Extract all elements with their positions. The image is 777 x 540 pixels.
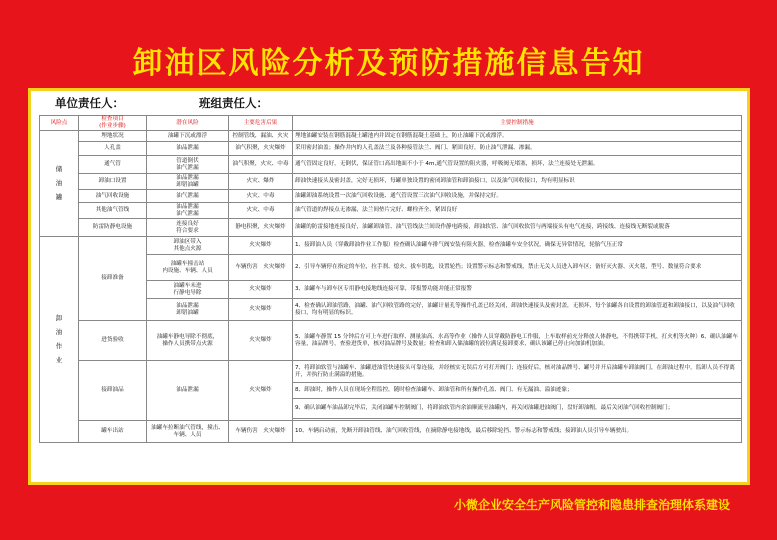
cell-consequence: 油气积聚，火灾、中毒 (229, 156, 293, 174)
cell-consequence: 静电积聚，火灾爆炸 (229, 219, 293, 237)
cell-control: 油气管道的焊接点无渗漏，法兰间垫片完好、螺栓齐全、紧固良好 (293, 203, 742, 219)
table-row (40, 203, 742, 219)
cell-control: 通气管固定良好，无倒伏，保证管口高出地面不小于 4m,通气管设置的阻火器，呼吸阀无堵塞，损坏，法兰连接处无泄漏。 (293, 156, 742, 174)
cell-control: 卸油快速接头及密封盖，完好无损坏，每罐单独设置的密闭卸油管和卸油接口，以及油气回收接口，均有明显标识 (293, 174, 742, 190)
info-sheet (28, 88, 750, 485)
step-receive: 进货验收 (79, 321, 147, 361)
step-exit: 罐车出站 (79, 421, 147, 443)
table-row (40, 142, 742, 156)
cell-control: 4、检查确认卸油管路，油罐、油气回收管路的完好，油罐计量孔等操作孔盖已经关闭，卸油快速接头及密封盖，无损坏，每个油罐各自设置的卸油管道和卸油接口，以及油气回收接口，均有明显的标识。 (293, 299, 742, 321)
table-row (40, 237, 742, 255)
step-unloading: 接卸油品 (79, 361, 147, 421)
cell-risk: 油罐车拉断油气管线，撞击、车辆、人员 (147, 421, 229, 443)
cell-control: 3、油罐车与卸车区专用静电接地线连接可靠，带报警功能并能正常报警 (293, 281, 742, 299)
cell-item: 埋地状况 (79, 131, 147, 142)
cell-consequence: 火灾、中毒 (229, 190, 293, 203)
cell-control: 7、将卸油软管与油罐车、油罐进油管快速接头可靠连接，并经核实无误后方可打开阀门；连接好后，核对油品牌号、罐号并开启油罐车卸油阀门，在卸油过程中，监卸人员不得离开，并执行防止满溢的措施。 (293, 361, 742, 383)
cell-risk: 油品泄漏 卸错油罐 (147, 299, 229, 321)
table-row (40, 131, 742, 142)
cell-consequence: 油气积聚，火灾爆炸 (229, 142, 293, 156)
header-risk-point: 风险点 (40, 116, 79, 131)
cell-risk: 连接良好 符合要求 (147, 219, 229, 237)
cell-control: 油罐的防雷接地连接良好，油罐卸油管、油气管线法兰间设作静电跨接，卸油软管、油气回收软管与两端接头有电气连接，跨接线、连接线无断裂或脱落 (293, 219, 742, 237)
group-unloading: 卸 油 作 业 (40, 237, 79, 443)
table-row (40, 190, 742, 203)
table-row (40, 174, 742, 190)
cell-risk: 油罐下沉或漂浮 (147, 131, 229, 142)
cell-item: 其他油气管线 (79, 203, 147, 219)
cell-control: 油罐卸油系统设置一次油气回收设施、通气管设置三次油气回收设施，并保持完好。 (293, 190, 742, 203)
cell-consequence: 火灾爆炸 (229, 237, 293, 255)
header-check-item: 检查项目 (作业步骤) (79, 116, 147, 131)
cell-risk: 油罐车撞击站 内设施、车辆、人员 (147, 255, 229, 281)
risk-table (39, 115, 742, 443)
header-main-consequence: 主要危害后果 (229, 116, 293, 131)
table-row (40, 156, 742, 174)
cell-risk: 管道倒伏 油气泄漏 (147, 156, 229, 174)
header-potential-risk: 潜在风险 (147, 116, 229, 131)
cell-item: 防雷防静电设施 (79, 219, 147, 237)
cell-control: 1、接卸油人员（穿戴卸油作业工作服）检查确认油罐车排气阀安装有阻火器，检查油罐车安全状况，确保无异常情况，轮胎气压正常 (293, 237, 742, 255)
cell-control: 2、引导车辆停在指定的车位，拉手刹、熄火、拔车钥匙，设置轮挡；设置警示标志和警戒线，禁止无关人员进入卸车区；备好灭火器、灭火毯，型号、数量符合要求 (293, 255, 742, 281)
cell-control: 埋地油罐安装在钢筋混凝土罐池内并固定在钢筋混凝土基础上，防止油罐下沉或漂浮。 (293, 131, 742, 142)
footer-slogan: 小微企业安全生产风险管控和隐患排查治理体系建设 (453, 498, 730, 512)
cell-risk: 油品泄漏 (147, 361, 229, 421)
cell-consequence: 车辆伤害 火灾爆炸 (229, 255, 293, 281)
cell-risk: 油罐车未进 行静电导除 (147, 281, 229, 299)
cell-risk: 油品泄漏 卸错油罐 (147, 174, 229, 190)
header-controls: 主要控制措施 (293, 116, 742, 131)
poster-title: 卸油区风险分析及预防措施信息告知 (132, 46, 645, 81)
cell-control: 5、油罐车静置 15 分钟后方可上车进行取样、测量油高、水高等作业（操作人员穿戴防静电工作服，上车取样前充分释放人体静电，不得携带手机，打火机等火种）6、确认油罐车容量，油品牌号，查验进货单，核对油品牌号及数量；检查和卸入储油罐的液位满足接卸要求，确认该罐已停止向加油机加油。 (293, 321, 742, 361)
cell-control: 采用密封油盖；操作井内的人孔盖法兰及各种接管法兰、阀门、紧固良好，防止油气泄漏、渗漏。 (293, 142, 742, 156)
table-row (40, 219, 742, 237)
cell-consequence: 车辆伤害 火灾爆炸 (229, 421, 293, 443)
group-storage-tank: 储 油 罐 (40, 131, 79, 237)
cell-consequence: 控制管线，漏油、火灾 (229, 131, 293, 142)
table-header-row (40, 116, 742, 131)
team-responsible-label: 班组责任人： (199, 96, 268, 110)
cell-consequence: 火灾爆炸 (229, 361, 293, 421)
cell-risk: 油罐车静电导除不彻底， 操作人员携带点火源 (147, 321, 229, 361)
cell-item: 卸油口设置 (79, 174, 147, 190)
table-row (40, 361, 742, 383)
cell-risk: 油品泄漏 油气泄漏 (147, 203, 229, 219)
cell-item: 人孔盖 (79, 142, 147, 156)
cell-consequence: 火灾爆炸 (229, 281, 293, 299)
cell-risk: 卸油区带入 其他点火源 (147, 237, 229, 255)
cell-control: 8、卸油时，操作人员在现场全程监控，随时检查油罐车、卸油管和所有操作孔盖、阀门、有无漏油、溢油迹象； (293, 383, 742, 399)
table-row (40, 421, 742, 443)
cell-risk: 油品泄漏 (147, 142, 229, 156)
unit-responsible-label: 单位责任人： (55, 96, 124, 110)
cell-control: 9、确认油罐车油品卸完毕后，关闭油罐车控制阀门，将卸油软管内余油顺流至油罐内，再关闭油罐进油阀门，盘好卸油帽，最后关闭油气回收控制阀门； (293, 399, 742, 419)
cell-consequence: 火灾、中毒 (229, 203, 293, 219)
cell-risk: 油气泄漏 (147, 190, 229, 203)
step-prepare: 接卸准备 (79, 237, 147, 321)
cell-control: 10、车辆启动前，先断开卸油管线、油气回收管线，在摘除静电接地线，最后移除轮挡、警示标志和警戒线；接卸油人员引导车辆驶出。 (293, 421, 742, 443)
cell-item: 油气回收设施 (79, 190, 147, 203)
table-row (40, 321, 742, 361)
cell-consequence: 火灾爆炸 (229, 299, 293, 321)
cell-consequence: 火灾、爆炸 (229, 174, 293, 190)
cell-consequence: 火灾爆炸 (229, 321, 293, 361)
cell-item: 通气管 (79, 156, 147, 174)
